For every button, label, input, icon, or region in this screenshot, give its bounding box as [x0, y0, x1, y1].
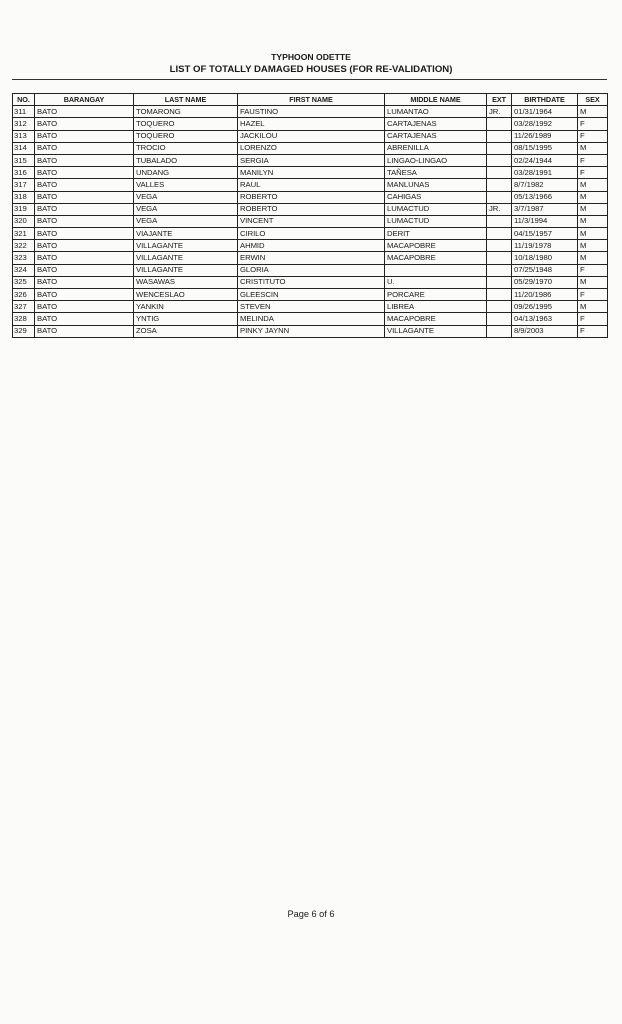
row-number: 326	[13, 289, 35, 301]
middle-name-cell: ABRENILLA	[385, 142, 487, 154]
first-name-cell: HAZEL	[238, 118, 385, 130]
ext-cell	[487, 240, 512, 252]
ext-cell	[487, 264, 512, 276]
ext-cell	[487, 142, 512, 154]
first-name-cell: VINCENT	[238, 215, 385, 227]
ext-cell	[487, 167, 512, 179]
middle-name-cell: LIBREA	[385, 301, 487, 313]
column-header: BIRTHDATE	[512, 94, 578, 106]
last-name-cell: YNTIG	[134, 313, 238, 325]
row-number: 325	[13, 276, 35, 288]
column-header: MIDDLE NAME	[385, 94, 487, 106]
table-row	[13, 215, 608, 227]
birthdate-cell: 8/7/1982	[512, 179, 578, 191]
table-row	[13, 142, 608, 154]
ext-cell	[487, 313, 512, 325]
birthdate-cell: 01/31/1964	[512, 106, 578, 118]
document-title: LIST OF TOTALLY DAMAGED HOUSES (FOR RE-VALIDATION)	[169, 64, 453, 75]
birthdate-cell: 05/13/1966	[512, 191, 578, 203]
sex-cell: M	[578, 276, 608, 288]
middle-name-cell: U.	[385, 276, 487, 288]
birthdate-cell: 11/19/1978	[512, 240, 578, 252]
sex-cell: F	[578, 313, 608, 325]
row-number: 315	[13, 154, 35, 166]
column-header: LAST NAME	[134, 94, 238, 106]
sex-cell: M	[578, 106, 608, 118]
ext-cell: JR.	[487, 203, 512, 215]
table-row	[13, 179, 608, 191]
birthdate-cell: 03/28/1991	[512, 167, 578, 179]
first-name-cell: JACKILOU	[238, 130, 385, 142]
barangay-cell: BATO	[35, 313, 134, 325]
last-name-cell: VILLAGANTE	[134, 264, 238, 276]
table-row	[13, 203, 608, 215]
birthdate-cell: 09/26/1995	[512, 301, 578, 313]
sex-cell: M	[578, 142, 608, 154]
middle-name-cell: LUMANTAO	[385, 106, 487, 118]
last-name-cell: WENCESLAO	[134, 289, 238, 301]
first-name-cell: MANILYN	[238, 167, 385, 179]
table-row	[13, 301, 608, 313]
row-number: 327	[13, 301, 35, 313]
birthdate-cell: 03/28/1992	[512, 118, 578, 130]
ext-cell	[487, 179, 512, 191]
sex-cell: F	[578, 130, 608, 142]
sex-cell: M	[578, 301, 608, 313]
last-name-cell: TOQUERO	[134, 118, 238, 130]
barangay-cell: BATO	[35, 203, 134, 215]
middle-name-cell: CARTAJENAS	[385, 130, 487, 142]
document-event-title: TYPHOON ODETTE	[271, 52, 351, 62]
ext-cell	[487, 289, 512, 301]
ext-cell	[487, 276, 512, 288]
last-name-cell: TUBALADO	[134, 154, 238, 166]
barangay-cell: BATO	[35, 289, 134, 301]
table-row	[13, 154, 608, 166]
middle-name-cell: TAÑESA	[385, 167, 487, 179]
first-name-cell: LORENZO	[238, 142, 385, 154]
first-name-cell: GLEESCIN	[238, 289, 385, 301]
first-name-cell: STEVEN	[238, 301, 385, 313]
table-header-row	[13, 94, 608, 106]
sex-cell: F	[578, 325, 608, 337]
birthdate-cell: 02/24/1944	[512, 154, 578, 166]
table-row	[13, 252, 608, 264]
table-row	[13, 325, 608, 337]
first-name-cell: MELINDA	[238, 313, 385, 325]
table-row	[13, 191, 608, 203]
birthdate-cell: 11/20/1986	[512, 289, 578, 301]
last-name-cell: VILLAGANTE	[134, 252, 238, 264]
table-body	[13, 106, 608, 338]
middle-name-cell: MACAPOBRE	[385, 313, 487, 325]
table-row	[13, 228, 608, 240]
barangay-cell: BATO	[35, 325, 134, 337]
table-row	[13, 106, 608, 118]
last-name-cell: WASAWAS	[134, 276, 238, 288]
last-name-cell: TOMARONG	[134, 106, 238, 118]
sex-cell: M	[578, 228, 608, 240]
birthdate-cell: 08/15/1995	[512, 142, 578, 154]
row-number: 320	[13, 215, 35, 227]
last-name-cell: VEGA	[134, 203, 238, 215]
title-divider	[12, 79, 607, 80]
sex-cell: M	[578, 203, 608, 215]
sex-cell: F	[578, 167, 608, 179]
table-row	[13, 130, 608, 142]
row-number: 317	[13, 179, 35, 191]
last-name-cell: UNDANG	[134, 167, 238, 179]
barangay-cell: BATO	[35, 154, 134, 166]
middle-name-cell: DERIT	[385, 228, 487, 240]
last-name-cell: VEGA	[134, 215, 238, 227]
column-header: EXT	[487, 94, 512, 106]
birthdate-cell: 11/3/1994	[512, 215, 578, 227]
middle-name-cell: MANLUNAS	[385, 179, 487, 191]
table-row	[13, 289, 608, 301]
middle-name-cell: CARTAJENAS	[385, 118, 487, 130]
birthdate-cell: 04/15/1957	[512, 228, 578, 240]
barangay-cell: BATO	[35, 264, 134, 276]
barangay-cell: BATO	[35, 106, 134, 118]
row-number: 316	[13, 167, 35, 179]
table-row	[13, 240, 608, 252]
barangay-cell: BATO	[35, 167, 134, 179]
last-name-cell: TOQUERO	[134, 130, 238, 142]
first-name-cell: PINKY JAYNN	[238, 325, 385, 337]
table-row	[13, 118, 608, 130]
middle-name-cell: MACAPOBRE	[385, 252, 487, 264]
ext-cell	[487, 130, 512, 142]
first-name-cell: SERGIA	[238, 154, 385, 166]
barangay-cell: BATO	[35, 228, 134, 240]
table-row	[13, 276, 608, 288]
middle-name-cell: LUMACTUD	[385, 203, 487, 215]
first-name-cell: CRISTITUTO	[238, 276, 385, 288]
birthdate-cell: 07/25/1948	[512, 264, 578, 276]
first-name-cell: FAUSTINO	[238, 106, 385, 118]
row-number: 313	[13, 130, 35, 142]
ext-cell: JR.	[487, 106, 512, 118]
row-number: 318	[13, 191, 35, 203]
sex-cell: M	[578, 179, 608, 191]
row-number: 323	[13, 252, 35, 264]
column-header: BARANGAY	[35, 94, 134, 106]
barangay-cell: BATO	[35, 130, 134, 142]
row-number: 322	[13, 240, 35, 252]
birthdate-cell: 11/26/1989	[512, 130, 578, 142]
column-header: SEX	[578, 94, 608, 106]
sex-cell: M	[578, 191, 608, 203]
first-name-cell: RAUL	[238, 179, 385, 191]
first-name-cell: ROBERTO	[238, 203, 385, 215]
birthdate-cell: 8/9/2003	[512, 325, 578, 337]
ext-cell	[487, 154, 512, 166]
last-name-cell: VIAJANTE	[134, 228, 238, 240]
middle-name-cell: LINGAO-LINGAO	[385, 154, 487, 166]
row-number: 321	[13, 228, 35, 240]
last-name-cell: VILLAGANTE	[134, 240, 238, 252]
sex-cell: F	[578, 118, 608, 130]
last-name-cell: VALLES	[134, 179, 238, 191]
ext-cell	[487, 325, 512, 337]
ext-cell	[487, 252, 512, 264]
barangay-cell: BATO	[35, 240, 134, 252]
row-number: 329	[13, 325, 35, 337]
last-name-cell: VEGA	[134, 191, 238, 203]
barangay-cell: BATO	[35, 191, 134, 203]
row-number: 328	[13, 313, 35, 325]
middle-name-cell: LUMACTUD	[385, 215, 487, 227]
table-row	[13, 313, 608, 325]
ext-cell	[487, 301, 512, 313]
last-name-cell: TROCIO	[134, 142, 238, 154]
birthdate-cell: 04/13/1963	[512, 313, 578, 325]
middle-name-cell	[385, 264, 487, 276]
first-name-cell: GLORIA	[238, 264, 385, 276]
barangay-cell: BATO	[35, 252, 134, 264]
middle-name-cell: MACAPOBRE	[385, 240, 487, 252]
ext-cell	[487, 228, 512, 240]
sex-cell: M	[578, 215, 608, 227]
middle-name-cell: PORCARE	[385, 289, 487, 301]
sex-cell: F	[578, 264, 608, 276]
first-name-cell: CIRILO	[238, 228, 385, 240]
sex-cell: F	[578, 289, 608, 301]
row-number: 319	[13, 203, 35, 215]
middle-name-cell: CAHIGAS	[385, 191, 487, 203]
barangay-cell: BATO	[35, 118, 134, 130]
first-name-cell: ERWIN	[238, 252, 385, 264]
table-row	[13, 264, 608, 276]
sex-cell: F	[578, 154, 608, 166]
birthdate-cell: 10/18/1980	[512, 252, 578, 264]
barangay-cell: BATO	[35, 301, 134, 313]
ext-cell	[487, 191, 512, 203]
ext-cell	[487, 215, 512, 227]
birthdate-cell: 3/7/1987	[512, 203, 578, 215]
sex-cell: M	[578, 252, 608, 264]
barangay-cell: BATO	[35, 142, 134, 154]
row-number: 314	[13, 142, 35, 154]
birthdate-cell: 05/29/1970	[512, 276, 578, 288]
row-number: 324	[13, 264, 35, 276]
row-number: 312	[13, 118, 35, 130]
column-header: NO.	[13, 94, 35, 106]
page-number: Page 6 of 6	[287, 909, 335, 919]
first-name-cell: ROBERTO	[238, 191, 385, 203]
first-name-cell: AHMID	[238, 240, 385, 252]
barangay-cell: BATO	[35, 179, 134, 191]
barangay-cell: BATO	[35, 276, 134, 288]
table-row	[13, 167, 608, 179]
middle-name-cell: VILLAGANTE	[385, 325, 487, 337]
damaged-houses-table	[12, 93, 608, 338]
last-name-cell: YANKIN	[134, 301, 238, 313]
row-number: 311	[13, 106, 35, 118]
column-header: FIRST NAME	[238, 94, 385, 106]
ext-cell	[487, 118, 512, 130]
sex-cell: M	[578, 240, 608, 252]
barangay-cell: BATO	[35, 215, 134, 227]
last-name-cell: ZOSA	[134, 325, 238, 337]
